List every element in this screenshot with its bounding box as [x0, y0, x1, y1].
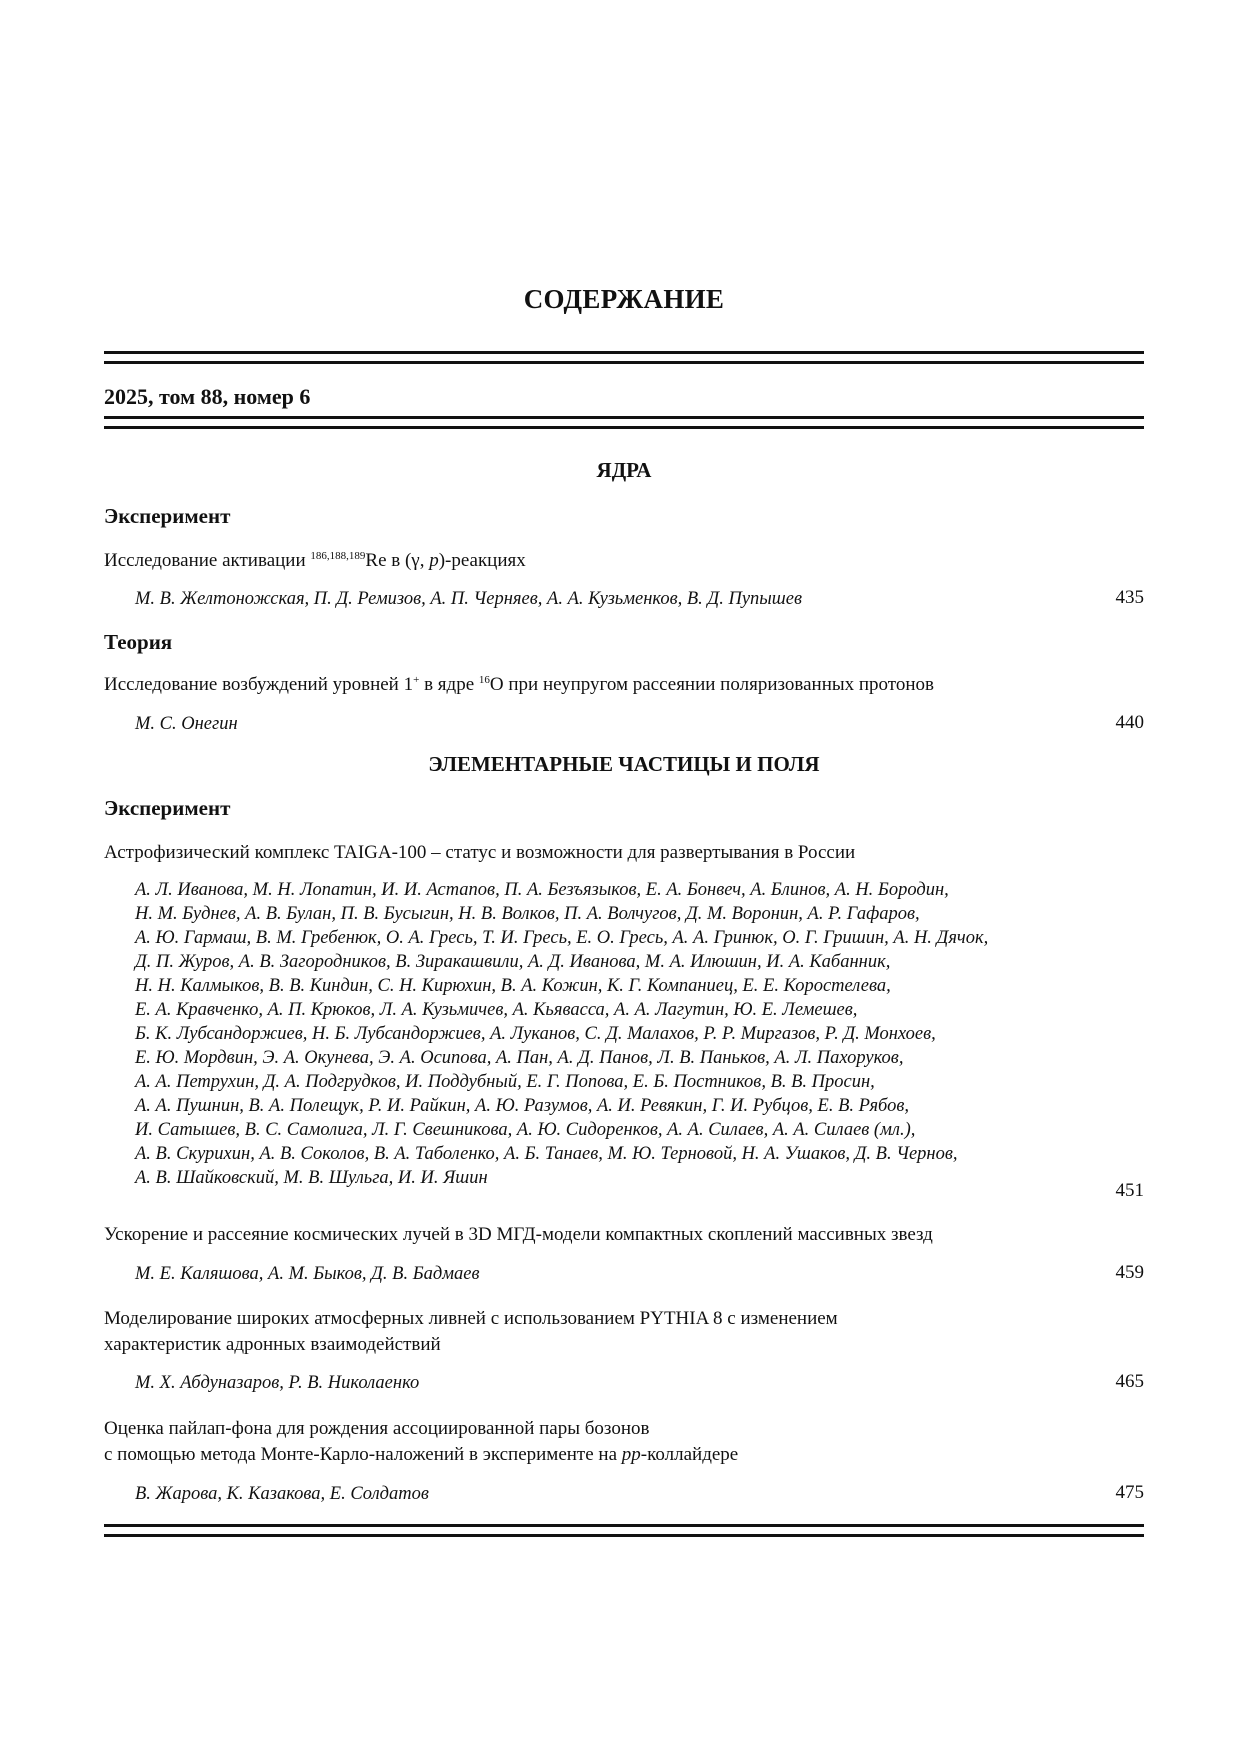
double-rule-bottom-2 — [104, 1534, 1144, 1537]
article-title[interactable]: Астрофизический комплекс TAIGA-100 – статус и возможности для развертывания в России — [104, 842, 856, 863]
author-line: А. В. Шайковский, М. В. Шульга, И. И. Яшин — [135, 1168, 488, 1188]
article-title-text: Re в (γ, — [365, 550, 430, 571]
article-title-text: O при неупругом рассеянии поляризованных протонов — [489, 674, 934, 695]
article-title-text: Исследование возбуждений уровней 1 — [104, 674, 414, 695]
double-rule-top-2 — [104, 361, 1144, 364]
author-line: И. Сатышев, В. С. Самолига, Л. Г. Свешникова, А. Ю. Сидоренков, А. А. Силаев, А. А. Силаев (мл.), — [135, 1120, 916, 1140]
isotope-superscript: 186,188,189 — [310, 550, 366, 562]
author-line: Д. П. Журов, А. В. Загородников, В. Зиракашвили, А. Д. Иванова, М. А. Илюшин, И. А. Кабанник, — [135, 952, 891, 972]
article-title-text: -коллайдере — [640, 1444, 739, 1465]
double-rule-top-1 — [104, 351, 1144, 354]
article-authors: М. В. Желтоножская, П. Д. Ремизов, А. П. Черняев, А. А. Кузьменков, В. Д. Пупышев — [135, 589, 803, 609]
subsection-heading-experiment: Эксперимент — [104, 796, 231, 820]
page-number[interactable]: 475 — [1115, 1482, 1144, 1503]
article-authors: М. Х. Абдуназаров, Р. В. Николаенко — [135, 1373, 420, 1393]
author-line: А. В. Скурихин, А. В. Соколов, В. А. Таболенко, А. Б. Танаев, М. Ю. Терновой, Н. А. Ушаков, Д. В. Чернов, — [135, 1144, 958, 1164]
article-title-italic: p — [429, 550, 439, 571]
section-heading-nuclei: ЯДРА — [596, 458, 652, 482]
article-title-line: Моделирование широких атмосферных ливней с использованием PYTHIA 8 с изменением — [104, 1308, 838, 1329]
section-heading-elementary-particles: ЭЛЕМЕНТАРНЫЕ ЧАСТИЦЫ И ПОЛЯ — [428, 752, 820, 776]
author-line: Е. Ю. Мордвин, Э. А. Окунева, Э. А. Осипова, А. Пан, А. Д. Панов, Л. В. Паньков, А. Л. Пахоруков, — [135, 1048, 904, 1068]
page-title: СОДЕРЖАНИЕ — [523, 284, 725, 314]
issue-info: 2025, том 88, номер 6 — [104, 384, 311, 409]
article-title-text: Исследование активации — [104, 550, 311, 571]
author-line: А. Ю. Гармаш, В. М. Гребенюк, О. А. Гресь, Т. И. Гресь, Е. О. Гресь, А. А. Гринюк, О. Г. Гришин, А. Н. Дячок, — [135, 928, 989, 948]
article-authors: М. С. Онегин — [135, 714, 238, 734]
subsection-heading-theory: Теория — [104, 630, 173, 654]
author-line: Б. К. Лубсандоржиев, Н. Б. Лубсандоржиев, А. Луканов, С. Д. Малахов, Р. Р. Миргазов, Р. Д. Монхоев, — [135, 1024, 936, 1044]
subsection-heading-experiment: Эксперимент — [104, 504, 231, 528]
article-authors — [135, 878, 1095, 1190]
article-title[interactable]: Ускорение и рассеяние космических лучей в 3D МГД-модели компактных скоплений массивных звезд — [104, 1224, 933, 1245]
article-title[interactable] — [104, 1416, 1084, 1468]
article-title-italic: pp — [621, 1444, 641, 1465]
double-rule-mid-1 — [104, 416, 1144, 419]
article-authors: В. Жарова, К. Казакова, Е. Солдатов — [135, 1484, 429, 1504]
article-title-text: с помощью метода Монте-Карло-наложений в эксперименте на — [104, 1444, 622, 1465]
article-authors: М. Е. Каляшова, А. М. Быков, Д. В. Бадмаев — [135, 1264, 480, 1284]
author-line: А. А. Пушнин, В. А. Полещук, Р. И. Райкин, А. Ю. Разумов, А. И. Ревякин, Г. И. Рубцов, Е. В. Рябов, — [135, 1096, 910, 1116]
article-title[interactable] — [104, 548, 1084, 574]
article-title-line: Оценка пайлап-фона для рождения ассоциированной пары бозонов — [104, 1418, 650, 1439]
article-title-line — [104, 1442, 1084, 1468]
page-number[interactable]: 459 — [1115, 1262, 1144, 1283]
page-number[interactable]: 465 — [1115, 1371, 1144, 1392]
page-number[interactable]: 440 — [1115, 712, 1144, 733]
author-line: Н. Н. Калмыков, В. В. Киндин, С. Н. Кирюхин, В. А. Кожин, К. Г. Компаниец, Е. Е. Коростелева, — [135, 976, 891, 996]
spin-superscript: + — [413, 674, 420, 686]
article-title-line: характеристик адронных взаимодействий — [104, 1334, 441, 1355]
author-line: А. Л. Иванова, М. Н. Лопатин, И. И. Астапов, П. А. Безъязыков, Е. А. Бонвеч, А. Блинов, А. Н. Бородин, — [135, 880, 949, 900]
page-number[interactable]: 435 — [1115, 587, 1144, 608]
isotope-superscript: 16 — [478, 674, 490, 686]
article-title-text: в ядре — [419, 674, 479, 695]
author-line: Е. А. Кравченко, А. П. Крюков, Л. А. Кузьмичев, А. Кьявасса, А. А. Лагутин, Ю. Е. Лемешев, — [135, 1000, 858, 1020]
article-title[interactable] — [104, 1306, 1084, 1358]
article-title-text: )-реакциях — [438, 550, 526, 571]
article-title[interactable] — [104, 672, 1084, 698]
author-line: Н. М. Буднев, А. В. Булан, П. В. Бусыгин, Н. В. Волков, П. А. Волчугов, Д. М. Воронин, А. Р. Гафаров, — [135, 904, 920, 924]
double-rule-mid-2 — [104, 426, 1144, 429]
double-rule-bottom-1 — [104, 1524, 1144, 1527]
author-line: А. А. Петрухин, Д. А. Подгрудков, И. Поддубный, Е. Г. Попова, Е. Б. Постников, В. В. Просин, — [135, 1072, 875, 1092]
page-number[interactable]: 451 — [1115, 1180, 1144, 1201]
